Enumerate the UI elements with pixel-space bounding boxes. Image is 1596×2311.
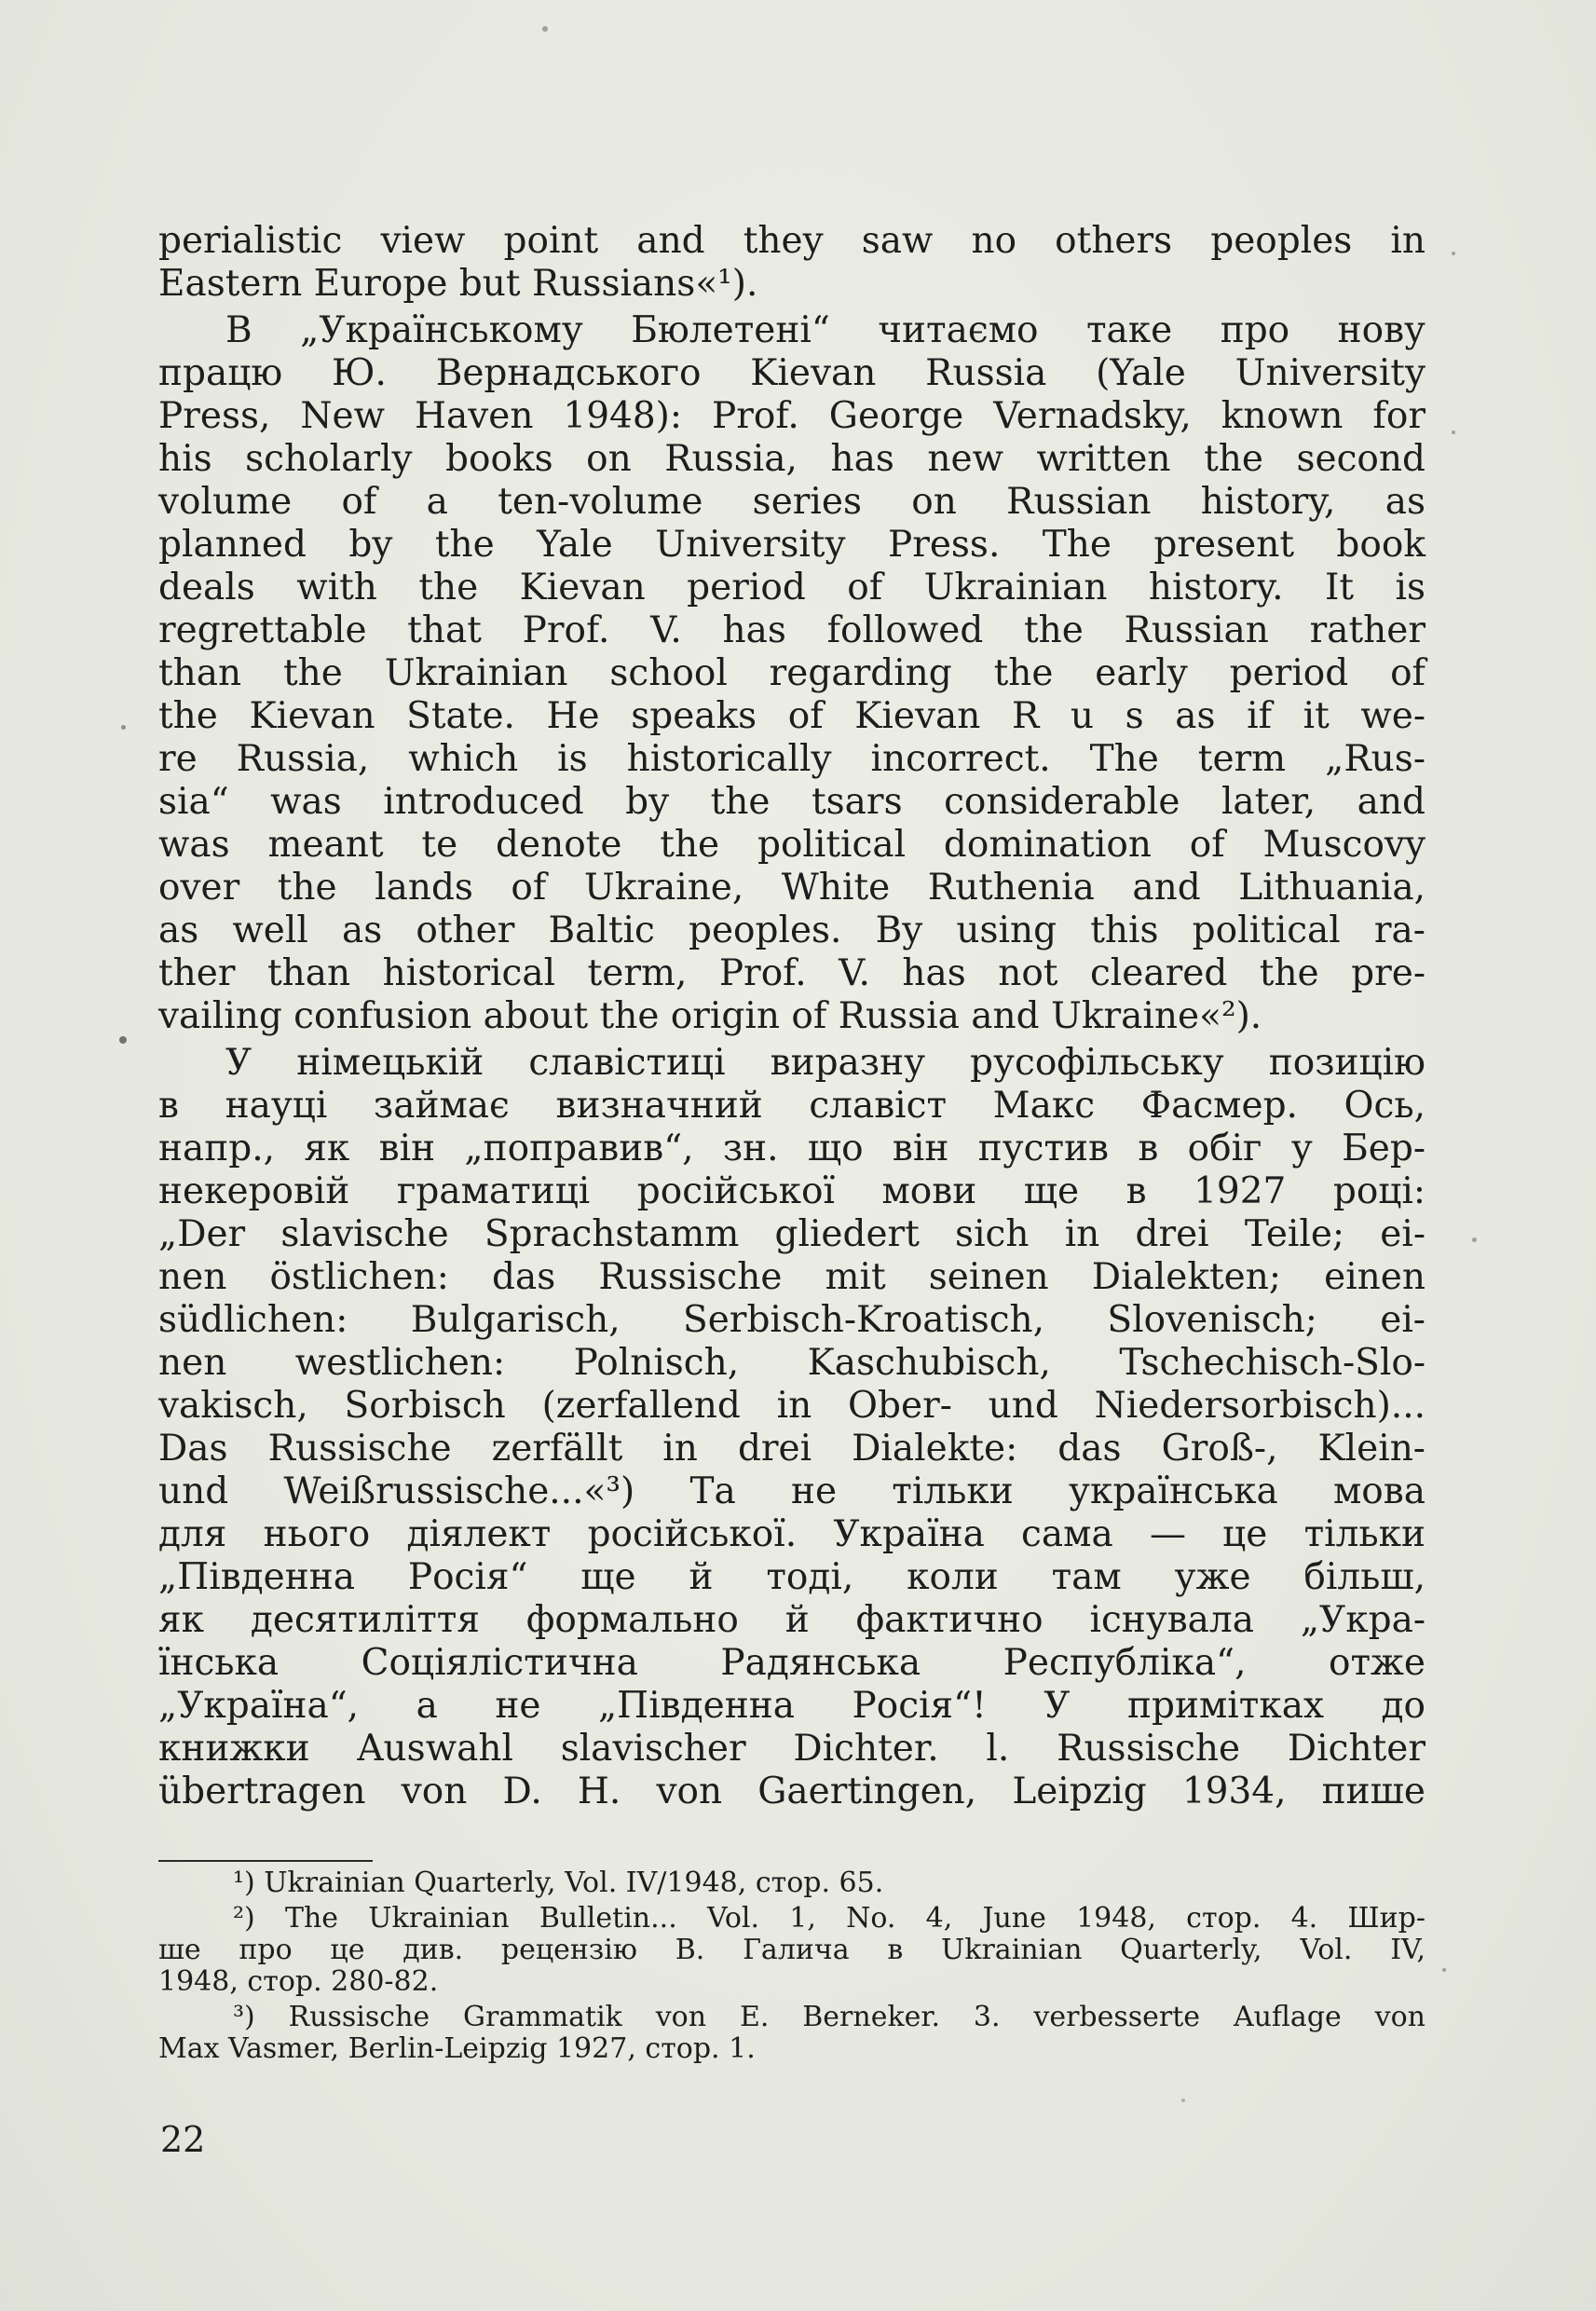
text-line: regrettable that Prof. V. has followed the Russian rather [158,609,1425,651]
text-line: vakisch, Sorbisch (zerfallend in Ober- und Niedersorbisch)... [158,1385,1425,1427]
paper-speck [1442,1968,1446,1972]
text-line: was meant te denote the political domination of Muscovy [158,824,1425,866]
paper-speck [1181,2099,1185,2102]
text-line: напр., як він „поправив“, зн. що він пустив в обіг у Бер- [158,1128,1425,1169]
footnote-3 [158,2002,1425,2065]
text-line: sia“ was introduced by the tsars considerable later, and [158,781,1425,823]
text-line: В „Українському Бюлетені“ читаємо таке про нову [225,309,1425,351]
text-line: südlichen: Bulgarisch, Serbisch-Kroatisch, Slovenisch; ei- [158,1299,1425,1341]
text-line: the Kievan State. He speaks of Kievan R u s as if it we- [158,695,1425,737]
text-line: в науці займає визначний славіст Макс Фасмер. Ось, [158,1085,1425,1127]
text-line: as well as other Baltic peoples. By using this political ra- [158,909,1425,951]
paragraph-2 [158,309,1425,1038]
text-line: Eastern Europe but Russians«¹). [158,263,758,305]
text-line: „Південна Росія“ ще й тоді, коли там уже більш, [158,1556,1425,1598]
text-line: vailing confusion about the origin of Russia and Ukraine«²). [158,995,1262,1037]
text-line: perialistic view point and they saw no others peoples in [158,220,1425,262]
text-line: nen westlichen: Polnisch, Kaschubisch, Tschechisch-Slo- [158,1342,1425,1384]
text-line: und Weißrussische...«³) Та не тільки українська мова [158,1470,1425,1512]
text-line: „Der slavische Sprachstamm gliedert sich in drei Teile; ei- [158,1213,1425,1255]
text-line: over the lands of Ukraine, White Ruthenia and Lithuania, [158,867,1425,909]
footnote-line: Max Vasmer, Berlin-Leipzig 1927, стор. 1. [158,2032,756,2065]
paragraph-1 [158,220,1425,306]
footnote-line: ³) Russische Grammatik von E. Berneker. 3. verbesserte Auflage von [233,2001,1425,2033]
text-line: planned by the Yale University Press. The present book [158,524,1425,566]
footnote-line: 1948, стор. 280-82. [158,1965,439,1998]
main-text [158,220,1425,1817]
text-line: his scholarly books on Russia, has new written the second [158,438,1425,480]
paper-speck [542,26,548,32]
text-line: übertragen von D. H. von Gaertingen, Leipzig 1934, пише [158,1771,1425,1812]
text-line: „Україна“, а не „Південна Росія“! У примітках до [158,1685,1425,1727]
footnote-line: ²) The Ukrainian Bulletin... Vol. 1, No. 4, June 1948, стор. 4. Шир- [233,1902,1425,1935]
text-line: для нього діялект російської. Україна сама — це тільки [158,1513,1425,1555]
footnote-2 [158,1903,1425,1998]
footnotes [158,1867,1425,2069]
footnote-divider [158,1860,373,1862]
footnote-line: ¹) Ukrainian Quarterly, Vol. IV/1948, стор. 65. [233,1867,884,1899]
text-line: than the Ukrainian school regarding the early period of [158,652,1425,694]
paper-speck [1452,252,1455,255]
text-line: як десятиліття формально й фактично існувала „Укра- [158,1599,1425,1641]
text-line: їнська Соціялістична Радянська Республіка“, отже [158,1642,1425,1684]
paper-speck [1472,1238,1477,1242]
paragraph-3 [158,1042,1425,1813]
text-line: deals with the Kievan period of Ukrainian history. It is [158,567,1425,609]
footnote-line: ше про це див. рецензію В. Галича в Ukrainian Quarterly, Vol. IV, [158,1934,1425,1966]
text-line: книжки Auswahl slavischer Dichter. l. Russische Dichter [158,1728,1425,1770]
text-line: re Russia, which is historically incorrect. The term „Rus- [158,738,1425,780]
paper-speck [121,725,126,730]
text-line: У німецькій славістиці виразну русофільську позицію [225,1042,1425,1084]
text-line: Das Russische zerfällt in drei Dialekte: das Groß-, Klein- [158,1428,1425,1470]
text-line: некеровій граматиці російської мови ще в 1927 році: [158,1170,1425,1212]
text-line: працю Ю. Вернадського Kievan Russia (Yale University [158,352,1425,394]
text-line: Press, New Haven 1948): Prof. George Vernadsky, known for [158,395,1425,437]
text-line: ther than historical term, Prof. V. has not cleared the pre- [158,952,1425,994]
footnote-1 [158,1867,1425,1899]
paper-speck [1452,431,1455,434]
paper-speck [119,1036,127,1044]
text-line: nen östlichen: das Russische mit seinen Dialekten; einen [158,1256,1425,1298]
page-number: 22 [160,2119,206,2160]
text-line: volume of a ten-volume series on Russian history, as [158,481,1425,523]
